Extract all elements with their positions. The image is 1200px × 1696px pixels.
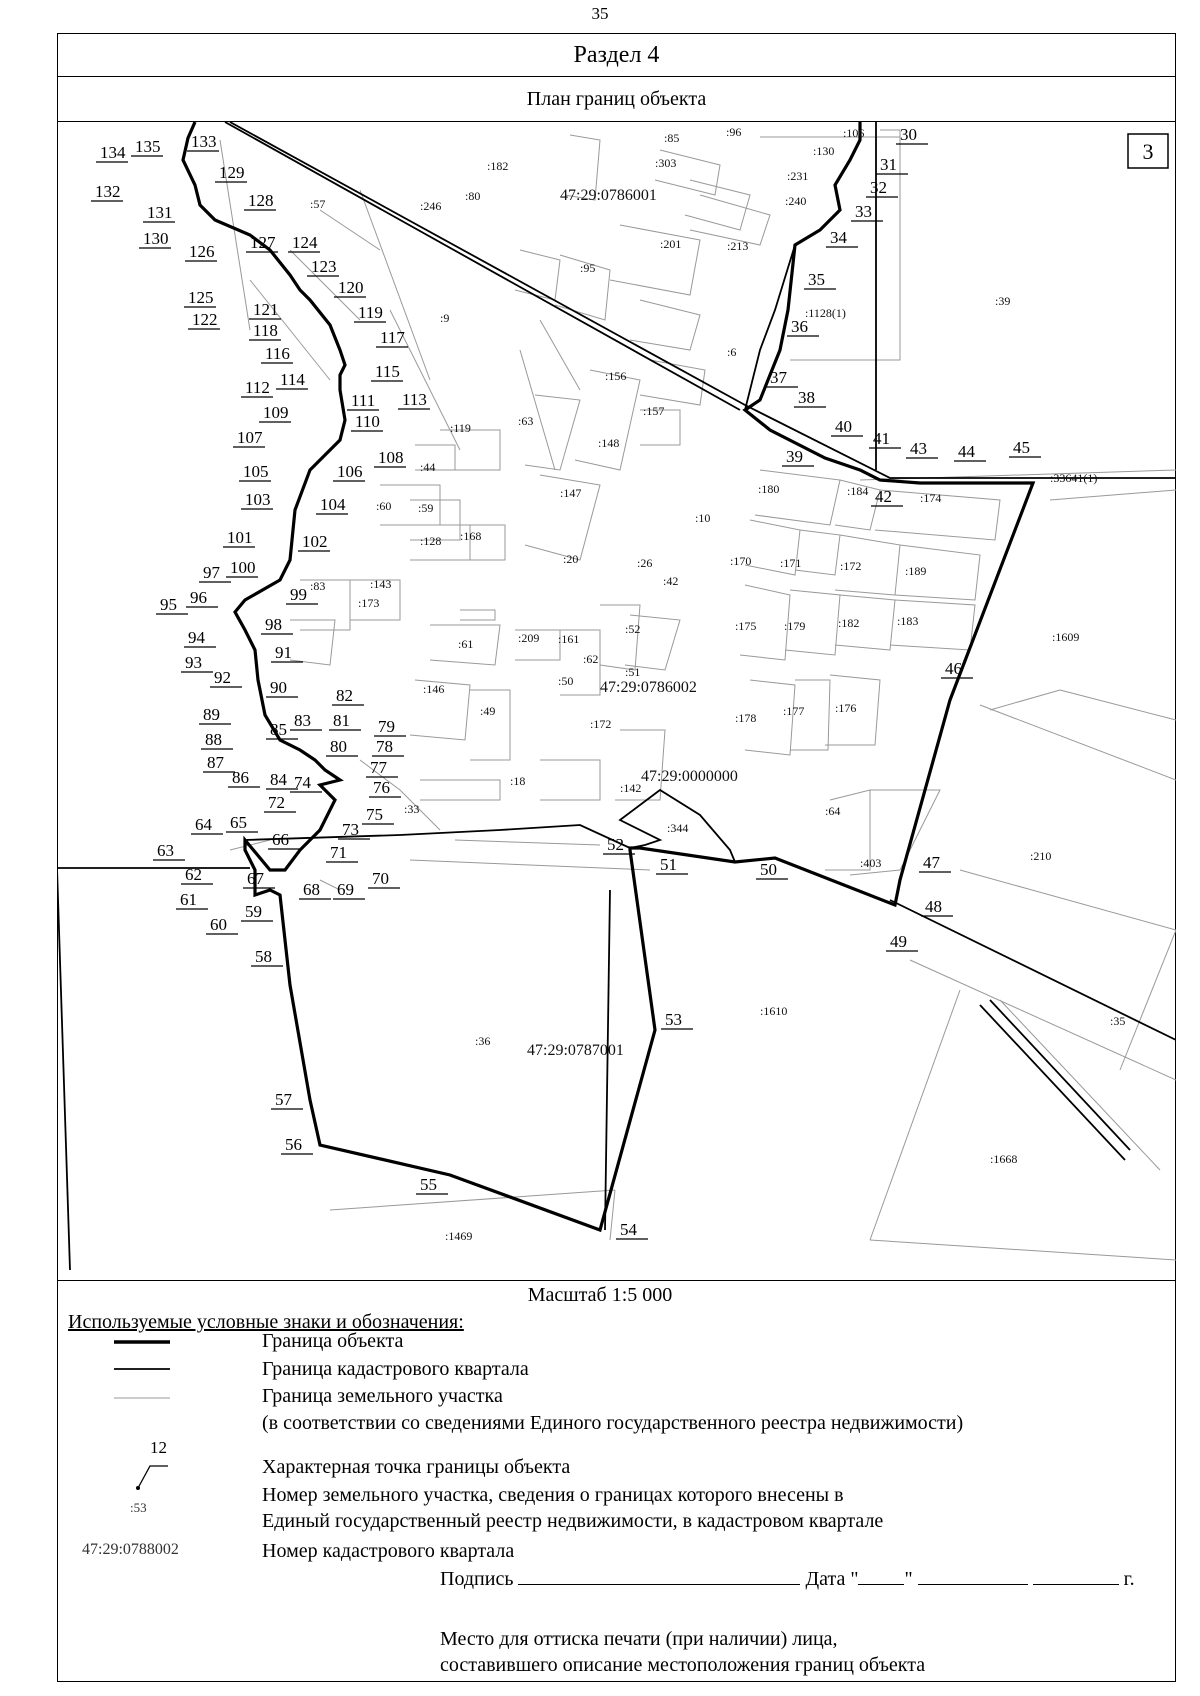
point-label-111: 111 [351, 391, 376, 410]
legend-object-border: Граница объекта [262, 1330, 404, 1352]
parcel-border-line [760, 137, 900, 360]
parcel-label: :96 [726, 125, 742, 139]
parcel-label: :106 [843, 126, 865, 140]
legend-quarter-number: Номер кадастрового квартала [262, 1540, 515, 1562]
point-label-70: 70 [372, 869, 389, 888]
parcel-label: :51 [625, 665, 641, 679]
point-label-81: 81 [333, 711, 350, 730]
parcel-border-line [440, 430, 500, 470]
point-label-96: 96 [190, 588, 207, 607]
point-label-59: 59 [245, 902, 262, 921]
point-label-67: 67 [247, 869, 264, 888]
parcel-label: :60 [376, 499, 392, 513]
parcel-border-line [290, 620, 335, 665]
point-label-78: 78 [376, 737, 393, 756]
legend-point-sample-label: 12 [150, 1438, 167, 1457]
point-label-91: 91 [275, 643, 292, 662]
point-label-84: 84 [270, 770, 287, 789]
point-label-66: 66 [272, 830, 289, 849]
point-label-100: 100 [230, 558, 256, 577]
point-label-105: 105 [243, 462, 269, 481]
quarter-border-line [605, 890, 610, 1230]
parcel-border-line [330, 1190, 615, 1210]
parcel-label: :172 [840, 559, 862, 573]
date-close-quote: " [904, 1568, 913, 1590]
parcel-label: :209 [518, 631, 540, 645]
stamp-line-1: Место для оттиска печати (при наличии) лица, [440, 1628, 838, 1650]
point-label-87: 87 [207, 753, 224, 772]
parcel-border-line [360, 190, 430, 380]
parcel-border-line [470, 690, 510, 760]
point-label-63: 63 [157, 841, 174, 860]
point-label-82: 82 [336, 686, 353, 705]
point-label-103: 103 [245, 490, 271, 509]
point-label-76: 76 [373, 778, 390, 797]
parcel-label: :95 [580, 261, 596, 275]
point-label-113: 113 [402, 390, 427, 409]
point-label-40: 40 [835, 417, 852, 436]
point-label-97: 97 [203, 563, 220, 582]
point-label-117: 117 [380, 328, 405, 347]
parcel-border-line [575, 370, 640, 470]
point-label-127: 127 [250, 233, 276, 252]
point-label-42: 42 [875, 487, 892, 506]
parcel-label: :49 [480, 704, 496, 718]
point-label-115: 115 [375, 362, 400, 381]
point-label-124: 124 [292, 233, 318, 252]
point-label-72: 72 [268, 793, 285, 812]
date-day-blank[interactable] [858, 1566, 904, 1585]
parcel-label: :42 [663, 574, 679, 588]
parcel-label: :128 [420, 534, 442, 548]
point-label-130: 130 [143, 229, 169, 248]
legend-heading: Используемые условные знаки и обозначения: [68, 1311, 464, 1333]
point-label-71: 71 [330, 843, 347, 862]
point-label-65: 65 [230, 813, 247, 832]
point-label-83: 83 [294, 711, 311, 730]
point-label-120: 120 [338, 278, 364, 297]
stamp-line-2: составившего описание местоположения границ объекта [440, 1654, 926, 1676]
section-title: Раздел 4 [57, 33, 1176, 77]
point-label-112: 112 [245, 378, 270, 397]
parcel-border-line [420, 780, 500, 800]
parcel-label: :119 [450, 421, 471, 435]
parcel-label: :344 [667, 821, 689, 835]
parcel-label: :182 [838, 616, 860, 630]
point-label-41: 41 [873, 429, 890, 448]
point-label-45: 45 [1013, 438, 1030, 457]
point-label-126: 126 [189, 242, 215, 261]
point-label-114: 114 [280, 370, 305, 389]
parcel-border-line [1050, 490, 1176, 500]
parcel-label: :1610 [760, 1004, 788, 1018]
point-label-31: 31 [880, 155, 897, 174]
parcel-labels [310, 125, 1125, 1243]
point-label-35: 35 [808, 270, 825, 289]
point-label-69: 69 [337, 880, 354, 899]
quarter-label: 47:29:0786001 [560, 187, 657, 204]
point-label-50: 50 [760, 860, 777, 879]
point-label-94: 94 [188, 628, 205, 647]
parcel-border-line [1000, 1000, 1160, 1170]
parcel-label: :130 [813, 144, 835, 158]
point-label-48: 48 [925, 897, 942, 916]
boundary-plan-map [57, 122, 1176, 1280]
parcel-label: :20 [563, 552, 579, 566]
quarter-label: 47:29:0000000 [641, 768, 738, 785]
point-label-55: 55 [420, 1175, 437, 1194]
quarter-label: 47:29:0787001 [527, 1042, 624, 1059]
parcel-border-line [685, 180, 750, 230]
point-label-32: 32 [870, 178, 887, 197]
point-label-125: 125 [188, 288, 214, 307]
parcel-label: :161 [558, 632, 580, 646]
parcel-label: :18 [510, 774, 526, 788]
parcel-border-line [610, 1190, 615, 1240]
parcel-label: :303 [655, 156, 677, 170]
parcel-label: :183 [897, 614, 919, 628]
point-label-110: 110 [355, 412, 380, 431]
point-label-92: 92 [214, 668, 231, 687]
parcel-border-line [960, 870, 1176, 930]
page-number: 35 [591, 4, 609, 23]
point-label-54: 54 [620, 1220, 637, 1239]
point-label-46: 46 [945, 659, 962, 678]
quarter-border-line [980, 1005, 1125, 1160]
parcel-label: :403 [860, 856, 882, 870]
parcel-label: :182 [487, 159, 509, 173]
point-label-135: 135 [135, 137, 161, 156]
parcel-border-line [870, 1240, 1176, 1260]
parcel-label: :171 [780, 556, 802, 570]
parcel-label: :148 [598, 436, 620, 450]
year-suffix: г. [1123, 1568, 1135, 1590]
parcel-border-line [990, 690, 1060, 710]
point-label-39: 39 [786, 447, 803, 466]
parcel-label: :168 [460, 529, 482, 543]
parcel-border-line [540, 320, 580, 390]
legend-point-symbol [130, 1454, 170, 1494]
parcel-borders [220, 130, 1176, 1260]
parcel-border-line [540, 760, 600, 800]
point-label-122: 122 [192, 310, 218, 329]
quarter-border-line [990, 1000, 1130, 1150]
point-label-134: 134 [100, 143, 126, 162]
parcel-border-line [980, 705, 1176, 780]
point-label-77: 77 [370, 758, 387, 777]
point-label-123: 123 [311, 257, 337, 276]
parcel-label: :33 [404, 802, 420, 816]
point-label-36: 36 [791, 317, 808, 336]
point-label-49: 49 [890, 932, 907, 951]
parcel-label: :170 [730, 554, 752, 568]
point-label-51: 51 [660, 855, 677, 874]
point-label-79: 79 [378, 717, 395, 736]
parcel-label: :83 [310, 579, 326, 593]
parcel-border-line [515, 250, 560, 300]
parcel-label: :61 [458, 637, 474, 651]
parcel-label: :9 [440, 311, 450, 325]
parcel-border-line [1060, 690, 1176, 720]
point-label-30: 30 [900, 125, 917, 144]
parcel-label: :33641(1) [1050, 471, 1098, 485]
parcel-border-line [610, 225, 700, 295]
point-label-73: 73 [342, 820, 359, 839]
parcel-label: :189 [905, 564, 927, 578]
point-label-52: 52 [607, 835, 624, 854]
parcel-label: :179 [784, 619, 806, 633]
signature-label: Подпись [440, 1568, 514, 1590]
stamp-area [440, 1626, 925, 1678]
parcel-label: :52 [625, 622, 641, 636]
point-label-80: 80 [330, 737, 347, 756]
parcel-label: :44 [420, 460, 436, 474]
date-label: Дата " [805, 1568, 859, 1590]
parcel-label: :1668 [990, 1152, 1018, 1166]
point-label-64: 64 [195, 815, 212, 834]
point-label-37: 37 [770, 368, 787, 387]
parcel-label: :157 [643, 404, 665, 418]
point-label-60: 60 [210, 915, 227, 934]
point-label-90: 90 [270, 678, 287, 697]
point-label-128: 128 [248, 191, 274, 210]
point-label-132: 132 [95, 182, 121, 201]
point-label-68: 68 [303, 880, 320, 899]
parcel-label: :184 [847, 484, 869, 498]
object-border-segment [245, 825, 630, 848]
point-label-109: 109 [263, 403, 289, 422]
point-label-102: 102 [302, 532, 328, 551]
legend-parcel-number-1: Номер земельного участка, сведения о границах которого внесены в [262, 1484, 844, 1506]
point-label-74: 74 [294, 773, 311, 792]
parcel-label: :175 [735, 619, 757, 633]
point-label-129: 129 [219, 163, 245, 182]
signature-blank[interactable] [518, 1566, 800, 1585]
point-label-47: 47 [923, 853, 940, 872]
point-label-56: 56 [285, 1135, 302, 1154]
point-label-118: 118 [253, 321, 278, 340]
point-label-88: 88 [205, 730, 222, 749]
legend-parcel-border-2: (в соответствии со сведениями Единого государственного реестра недвижимости) [262, 1412, 964, 1434]
point-label-53: 53 [665, 1010, 682, 1029]
legend-quarter-sample-label: 47:29:0788002 [82, 1541, 179, 1558]
point-label-57: 57 [275, 1090, 292, 1109]
parcel-label: :231 [787, 169, 809, 183]
parcel-label: :35 [1110, 1014, 1126, 1028]
parcel-label: :213 [727, 239, 749, 253]
parcel-label: :39 [995, 294, 1011, 308]
point-label-131: 131 [147, 203, 173, 222]
point-label-61: 61 [180, 890, 197, 909]
parcel-label: :57 [310, 197, 326, 211]
point-label-43: 43 [910, 439, 927, 458]
parcel-border-line [525, 395, 580, 470]
legend-quarter-border-symbol [112, 1366, 172, 1372]
point-label-107: 107 [237, 428, 263, 447]
point-label-106: 106 [337, 462, 363, 481]
parcel-label: :62 [583, 652, 599, 666]
parcel-label: :201 [660, 237, 682, 251]
parcel-label: :1128(1) [805, 306, 846, 320]
parcel-label: :177 [783, 704, 805, 718]
point-label-86: 86 [232, 768, 249, 787]
parcel-label: :156 [605, 369, 627, 383]
sheet-number: 3 [1142, 139, 1154, 164]
parcel-border-line [795, 530, 840, 575]
parcel-label: :173 [358, 596, 380, 610]
point-label-58: 58 [255, 947, 272, 966]
parcel-label: :246 [420, 199, 442, 213]
point-label-101: 101 [227, 528, 253, 547]
parcel-label: :174 [920, 491, 942, 505]
parcel-border-line [630, 300, 700, 350]
point-label-75: 75 [366, 805, 383, 824]
parcel-label: :36 [475, 1034, 491, 1048]
point-label-33: 33 [855, 202, 872, 221]
parcel-label: :1469 [445, 1229, 473, 1243]
parcel-label: :176 [835, 701, 857, 715]
signature-line [440, 1566, 1135, 1591]
parcel-label: :172 [590, 717, 612, 731]
point-label-95: 95 [160, 595, 177, 614]
parcel-label: :64 [825, 804, 841, 818]
parcel-label: :59 [418, 501, 434, 515]
point-label-121: 121 [253, 300, 279, 319]
point-label-38: 38 [798, 388, 815, 407]
parcel-label: :80 [465, 189, 481, 203]
scale-label: Масштаб 1:5 000 [527, 1284, 673, 1306]
legend-quarter-border: Граница кадастрового квартала [262, 1358, 529, 1380]
point-label-62: 62 [185, 865, 202, 884]
point-label-104: 104 [320, 495, 346, 514]
parcel-label: :240 [785, 194, 807, 208]
parcel-label: :85 [664, 131, 680, 145]
parcel-border-line [870, 990, 960, 1240]
legend-parcel-border-1: Граница земельного участка [262, 1385, 503, 1407]
parcel-label: :50 [558, 674, 574, 688]
legend-parcel-border-symbol [112, 1395, 172, 1401]
parcel-border-line [755, 470, 840, 525]
point-label-119: 119 [358, 303, 383, 322]
point-label-116: 116 [265, 344, 290, 363]
legend-object-border-symbol [112, 1338, 172, 1346]
date-year-blank[interactable] [1033, 1566, 1119, 1585]
map-bottom-border [57, 1280, 1176, 1281]
parcel-label: :10 [695, 511, 711, 525]
parcel-label: :26 [637, 556, 653, 570]
legend-parcel-sample-label: :53 [130, 1500, 147, 1515]
parcel-border-line [1120, 930, 1176, 1070]
legend-point: Характерная точка границы объекта [262, 1456, 571, 1478]
point-label-44: 44 [958, 442, 975, 461]
point-label-85: 85 [270, 720, 287, 739]
parcel-label: :178 [735, 711, 757, 725]
plan-title: План границ объекта [57, 77, 1176, 122]
parcel-border-line [640, 360, 705, 405]
point-label-89: 89 [203, 705, 220, 724]
parcel-label: :1609 [1052, 630, 1080, 644]
point-label-34: 34 [830, 228, 847, 247]
point-label-133: 133 [191, 132, 217, 151]
quarter-border-line [57, 868, 70, 1270]
parcel-border-line [460, 610, 495, 620]
date-month-blank[interactable] [918, 1566, 1028, 1585]
parcel-border-line [600, 605, 640, 670]
parcel-label: :147 [560, 486, 582, 500]
parcel-border-line [455, 840, 600, 845]
parcel-border-line [410, 860, 650, 870]
parcel-label: :6 [727, 345, 737, 359]
parcel-label: :146 [423, 682, 445, 696]
parcel-label: :210 [1030, 849, 1052, 863]
parcel-label: :180 [758, 482, 780, 496]
parcel-label: :63 [518, 414, 534, 428]
quarter-label: 47:29:0786002 [600, 679, 697, 696]
legend-parcel-number-2: Единый государственный реестр недвижимости, в кадастровом квартале [262, 1510, 884, 1532]
parcel-label: :142 [620, 781, 642, 795]
parcel-label: :143 [370, 577, 392, 591]
point-label-108: 108 [378, 448, 404, 467]
parcel-border-line [520, 350, 555, 470]
point-label-99: 99 [290, 585, 307, 604]
parcel-border-line [320, 210, 380, 250]
point-label-98: 98 [265, 615, 282, 634]
point-label-93: 93 [185, 653, 202, 672]
